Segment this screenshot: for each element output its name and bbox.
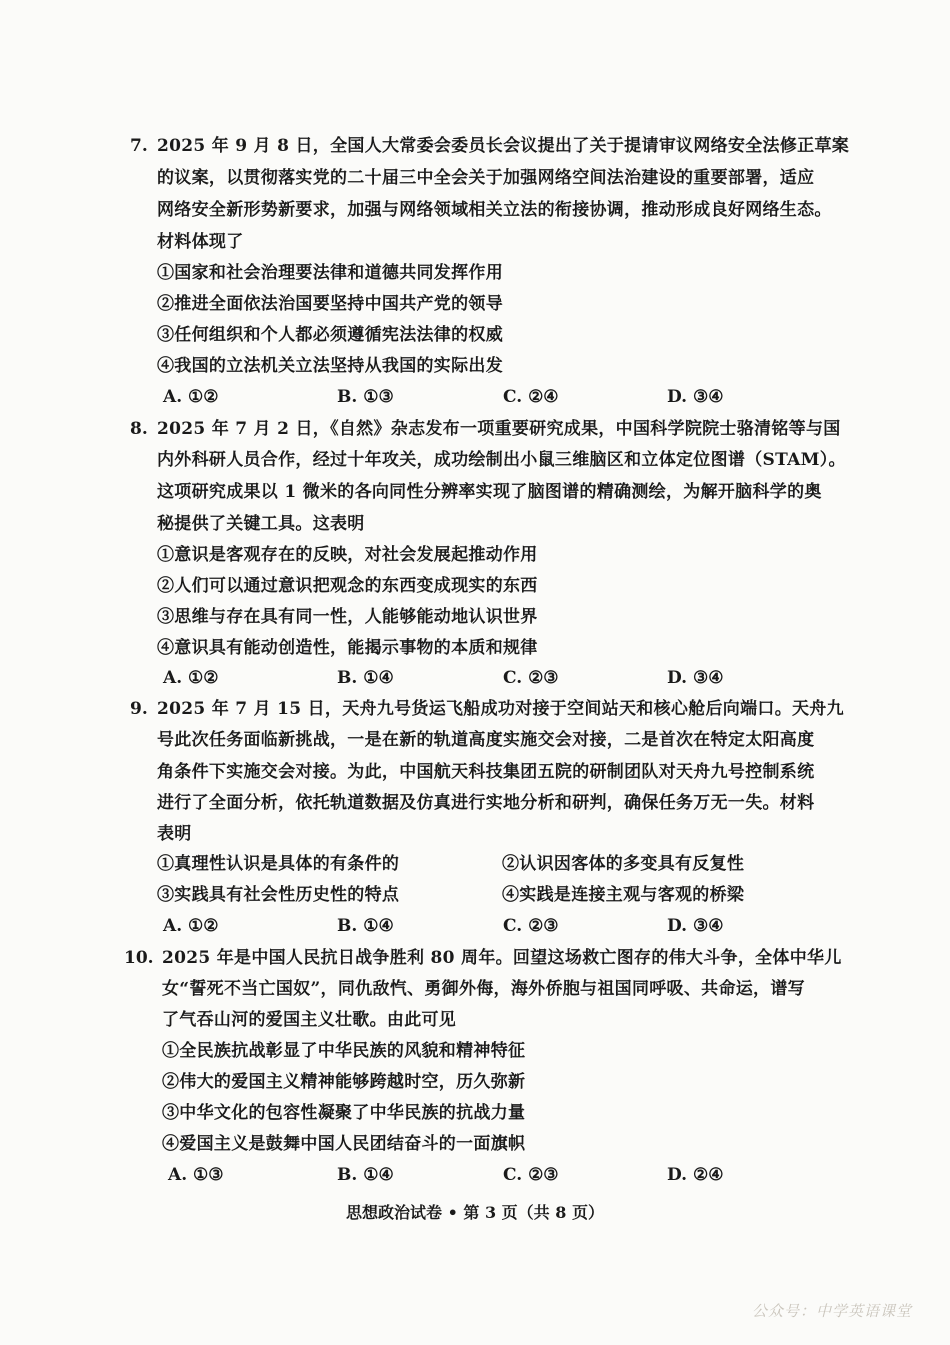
option-c: C. ②③: [503, 668, 559, 688]
statement: ③实践具有社会性历史性的特点: [157, 885, 400, 905]
statement: ①全民族抗战彰显了中华民族的风貌和精神特征: [162, 1041, 526, 1061]
question-text-line: 表明: [157, 824, 192, 844]
statement: ②推进全面依法治国要坚持中国共产党的领导: [157, 294, 503, 314]
option-c: C. ②④: [503, 387, 559, 407]
option-a: A. ①③: [168, 1165, 224, 1185]
question-text-line: 2025 年 7 月 2 日，《自然》杂志发布一项重要研究成果，中国科学院院士骆清铭等与国: [157, 419, 841, 439]
question-text-line: 了气吞山河的爱国主义壮歌。由此可见: [162, 1010, 457, 1030]
question-text-line: 材料体现了: [157, 232, 244, 252]
question-number: 8.: [130, 419, 148, 439]
question-text-line: 秘提供了关键工具。这表明: [157, 514, 365, 534]
option-a: A. ①②: [163, 387, 219, 407]
option-c: C. ②③: [503, 916, 559, 936]
question-text-line: 网络安全新形势新要求，加强与网络领域相关立法的衔接协调，推动形成良好网络生态。: [157, 200, 832, 220]
question-number: 10.: [124, 948, 154, 968]
statement: ①真理性认识是具体的有条件的: [157, 854, 400, 874]
question-text-line: 2025 年 9 月 8 日，全国人大常委会委员长会议提出了关于提请审议网络安全法修正草案: [157, 136, 850, 156]
watermark: 公众号：中学英语课堂: [752, 1302, 913, 1320]
option-b: B. ①③: [337, 387, 394, 407]
option-d: D. ③④: [667, 387, 724, 407]
statement: ①意识是客观存在的反映，对社会发展起推动作用: [157, 545, 538, 565]
question-text-line: 内外科研人员合作，经过十年攻关，成功绘制出小鼠三维脑区和立体定位图谱（STAM）。: [157, 450, 846, 470]
question-text-line: 角条件下实施交会对接。为此，中国航天科技集团五院的研制团队对天舟九号控制系统: [157, 762, 815, 782]
statement: ③任何组织和个人都必须遵循宪法法律的权威: [157, 325, 503, 345]
page-footer: 思想政治试卷 • 第 3 页（共 8 页）: [346, 1203, 604, 1222]
statement: ④实践是连接主观与客观的桥梁: [502, 885, 745, 905]
question-text-line: 号此次任务面临新挑战，一是在新的轨道高度实施交会对接，二是首次在特定太阳高度: [157, 730, 815, 750]
question-text-line: 进行了全面分析，依托轨道数据及仿真进行实地分析和研判，确保任务万无一失。材料: [157, 793, 815, 813]
question-text-line: 2025 年 7 月 15 日，天舟九号货运飞船成功对接于空间站天和核心舱后向端口。天舟九: [157, 699, 844, 719]
question-text-line: 女“誓死不当亡国奴”，同仇敌忾、勇御外侮，海外侨胞与祖国同呼吸、共命运，谱写: [162, 979, 805, 999]
option-a: A. ①②: [163, 668, 219, 688]
statement: ②伟大的爱国主义精神能够跨越时空，历久弥新: [162, 1072, 526, 1092]
statement: ③中华文化的包容性凝聚了中华民族的抗战力量: [162, 1103, 526, 1123]
question-number: 9.: [130, 699, 148, 719]
option-d: D. ③④: [667, 668, 724, 688]
statement: ①国家和社会治理要法律和道德共同发挥作用: [157, 263, 503, 283]
option-b: B. ①④: [337, 668, 394, 688]
option-d: D. ③④: [667, 916, 724, 936]
option-c: C. ②③: [503, 1165, 559, 1185]
statement: ④我国的立法机关立法坚持从我国的实际出发: [157, 356, 503, 376]
statement: ②认识因客体的多变具有反复性: [502, 854, 745, 874]
question-text-line: 的议案，以贯彻落实党的二十届三中全会关于加强网络空间法治建设的重要部署，适应: [157, 168, 815, 188]
question-text-line: 这项研究成果以 1 微米的各向同性分辨率实现了脑图谱的精确测绘，为解开脑科学的奥: [157, 482, 822, 502]
statement: ③思维与存在具有同一性，人能够能动地认识世界: [157, 607, 538, 627]
option-d: D. ②④: [667, 1165, 724, 1185]
question-number: 7.: [130, 136, 148, 156]
option-b: B. ①④: [337, 1165, 394, 1185]
statement: ④意识具有能动创造性，能揭示事物的本质和规律: [157, 638, 538, 658]
statement: ②人们可以通过意识把观念的东西变成现实的东西: [157, 576, 538, 596]
question-text-line: 2025 年是中国人民抗日战争胜利 80 周年。回望这场救亡图存的伟大斗争，全体中华儿: [162, 948, 842, 968]
option-b: B. ①④: [337, 916, 394, 936]
statement: ④爱国主义是鼓舞中国人民团结奋斗的一面旗帜: [162, 1134, 526, 1154]
option-a: A. ①②: [163, 916, 219, 936]
